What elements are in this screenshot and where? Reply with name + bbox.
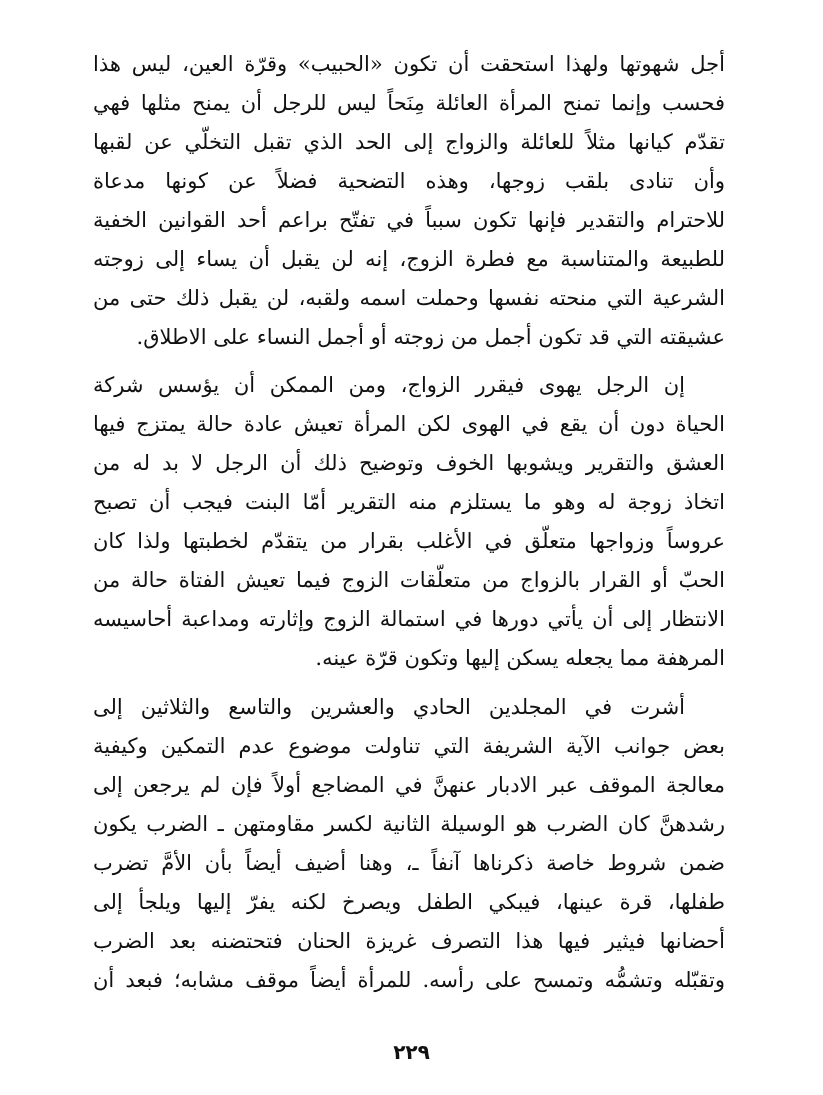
text-line: رشدهنَّ كان الضرب هو الوسيلة الثانية لكسر مقاومتهن ـ الضرب يكون <box>93 812 725 836</box>
text-line: الحياة دون أن يقع في الهوى لكن المرأة تعيش عادة حالة يمتزج فيها <box>93 412 725 436</box>
text-line: وتقبّله وتشمُّه وتمسح على رأسه. للمرأة أيضاً موقف مشابه؛ فبعد أن <box>93 968 725 992</box>
text-line: للطبيعة والمتناسبة مع فطرة الزوج، إنه لن يقبل أن يساء إلى زوجته <box>93 247 725 271</box>
text-line: للاحترام والتقدير فإنها تكون سبباً في تفتّح براعم أحد القوانين الخفية <box>93 208 725 232</box>
text-line: بعض جوانب الآية الشريفة التي تناولت موضوع عدم التمكين وكيفية <box>93 734 725 758</box>
text-line: عروساً وزواجها متعلّق في الأغلب بقرار من يتقدّم لخطبتها ولذا كان <box>93 529 725 553</box>
text-line: أجل شهوتها ولهذا استحقت أن تكون «الحبيب» وقرّة العين، ليس هذا <box>93 52 725 76</box>
text-line: الحبّ أو القرار بالزواج من متعلّقات الزوج فيما تعيش الفتاة حالة من <box>93 568 725 592</box>
text-line: عشيقته التي قد تكون أجمل من زوجته أو أجمل النساء على الاطلاق. <box>136 325 725 349</box>
text-line: معالجة الموقف عبر الادبار عنهنَّ في المضاجع أولاً فإن لم يرجعن إلى <box>93 773 725 797</box>
text-line: تقدّم كيانها مثلاً للعائلة والزواج إلى الحد الذي تقبل التخلّي عن لقبها <box>93 130 725 154</box>
paragraph-1 <box>93 45 725 357</box>
text-line: العشق والتقرير ويشوبها الخوف وتوضيح ذلك أن الرجل لا بد له من <box>93 451 725 475</box>
text-line: الانتظار إلى أن يأتي دورها في استمالة الزوج وإثارته ومداعبة أحاسيسه <box>93 607 725 631</box>
text-line: المرهفة مما يجعله يسكن إليها وتكون قرّة عينه. <box>315 646 725 670</box>
text-line: الشرعية التي منحته نفسها وحملت اسمه ولقبه، لن يقبل ذلك حتى من <box>93 286 725 310</box>
text-line: اتخاذ زوجة له وهو ما يستلزم منه التقرير أمّا البنت فيجب أن تصبح <box>93 490 725 514</box>
paragraph-2 <box>93 366 725 678</box>
page-number: ٢٢٩ <box>393 1040 430 1064</box>
text-line: وأن تنادى بلقب زوجها، وهذه التضحية فضلاً عن كونها مدعاة <box>93 169 725 193</box>
text-line: فحسب وإنما تمنح المرأة العائلة مِنَحاً ليس للرجل أن يمنح مثلها فهي <box>93 91 725 115</box>
text-line: أشرت في المجلدين الحادي والعشرين والتاسع والثلاثين إلى <box>93 695 685 719</box>
text-line: ضمن شروط خاصة ذكرناها آنفاً ـ، وهنا أضيف أيضاً بأن الأمَّ تضرب <box>93 851 725 875</box>
text-line: إن الرجل يهوى فيقرر الزواج، ومن الممكن أن يؤسس شركة <box>93 373 685 397</box>
paragraph-3 <box>93 688 725 1000</box>
text-line: طفلها، قرة عينها، فيبكي الطفل ويصرخ لكنه يفرّ إليها ويلجأ إلى <box>93 890 725 914</box>
text-line: أحضانها فيثير فيها هذا التصرف غريزة الحنان فتحتضنه بعد الضرب <box>93 929 725 953</box>
